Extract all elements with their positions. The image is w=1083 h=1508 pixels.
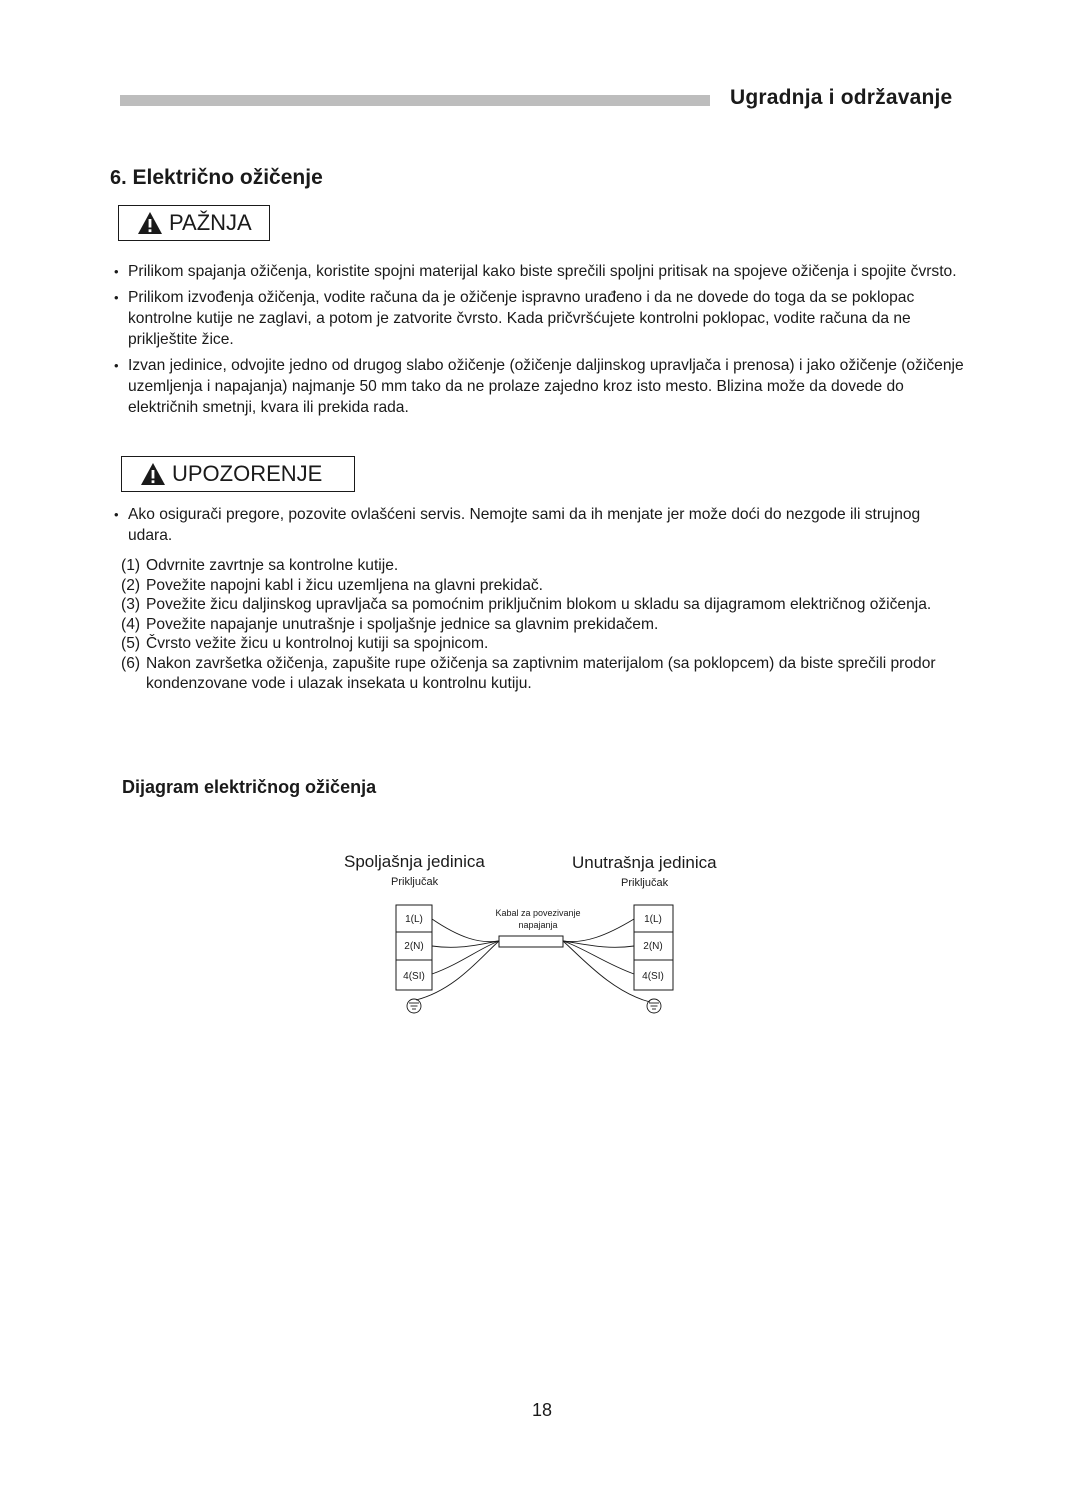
header-title: Ugradnja i održavanje	[730, 86, 953, 109]
header-bar	[120, 95, 710, 106]
step-item	[121, 556, 961, 576]
section-title-text: Električno ožičenje	[132, 166, 323, 189]
wiring-diagram	[320, 840, 760, 1030]
section-number: 6.	[110, 167, 127, 189]
step-label: (4)	[121, 615, 141, 633]
step-label: (1)	[121, 557, 141, 574]
warning-list	[114, 504, 964, 551]
caution-item: • Izvan jedinice, odvojite jedno od drugog slabo ožičenje (ožičenje daljinskog upravljača i prenosa) i jako ožičenje (ožičenje uzemljenja i napajanja) najmanje 50 mm tako da ne prolaze zajedno kroz isto mesto. Blizina može da dovede do električnih smetnji, kvara ili prekida rada.	[114, 355, 964, 418]
section-title	[110, 166, 323, 190]
caution-list	[114, 261, 964, 423]
step-item	[121, 576, 961, 596]
step-text: Povežite napajanje unutrašnje i spoljašnje jednice sa glavnim prekidačem.	[146, 615, 659, 633]
step-label: (6)	[121, 654, 141, 672]
steps-list	[121, 556, 961, 693]
step-text: Čvrsto vežite žicu u kontrolnoj kutiji sa spojnicom.	[146, 635, 489, 653]
outdoor-terminal: 4(SI)	[403, 971, 425, 982]
step-item	[121, 654, 961, 693]
warning-triangle-icon	[140, 462, 166, 486]
indoor-terminal-block	[634, 905, 673, 990]
caution-box	[118, 205, 270, 241]
step-text: Povežite napojni kabl i žicu uzemljena na glavni prekidač.	[146, 576, 544, 594]
step-label: (3)	[121, 596, 141, 614]
outdoor-terminal: 1(L)	[405, 914, 423, 925]
warning-triangle-icon	[137, 211, 163, 235]
ground-symbol-icon	[647, 999, 661, 1013]
step-item	[121, 595, 961, 615]
outdoor-terminal-block	[396, 905, 432, 990]
warning-box	[121, 456, 355, 492]
step-label: (2)	[121, 576, 141, 594]
indoor-terminal-label: Priključak	[621, 877, 669, 889]
outdoor-terminal: 2(N)	[404, 941, 424, 952]
outdoor-unit-label: Spoljašnja jedinica	[344, 852, 485, 871]
step-item	[121, 615, 961, 635]
power-cable	[499, 936, 563, 947]
step-text: Nakon završetka ožičenja, zapušite rupe ožičenja sa zaptivnim materijalom (sa poklopcem) da biste sprečili prodor kondenzovane vode i ulazak insekata u kontrolnu kutiju.	[146, 654, 936, 692]
cable-label: napajanja	[518, 920, 558, 930]
outdoor-terminal-label: Priključak	[391, 876, 439, 888]
cable-label: Kabal za povezivanje	[495, 908, 581, 918]
step-item	[121, 634, 961, 654]
step-text: Povežite žicu daljinskog upravljača sa pomoćnim priključnim blokom u skladu sa dijagramom električnog ožičenja.	[146, 596, 932, 614]
indoor-terminal: 1(L)	[644, 914, 662, 925]
page-number: 18	[531, 1400, 553, 1420]
step-text: Odvrnite zavrtnje sa kontrolne kutije.	[146, 557, 399, 574]
indoor-unit-label: Unutrašnja jedinica	[572, 853, 717, 872]
ground-symbol-icon	[407, 999, 421, 1013]
warning-item: • Ako osigurači pregore, pozovite ovlašćeni servis. Nemojte sami da ih menjate jer može doći do nezgode ili strujnog udara.	[114, 504, 964, 546]
indoor-terminal: 4(SI)	[642, 971, 664, 982]
step-label: (5)	[121, 635, 141, 653]
diagram-title: Dijagram električnog ožičenja	[122, 777, 377, 797]
caution-item: • Prilikom spajanja ožičenja, koristite spojni materijal kako biste sprečili spoljni pritisak na spojeve ožičenja i spojite čvrsto.	[114, 261, 964, 282]
indoor-terminal: 2(N)	[643, 941, 663, 952]
caution-item: • Prilikom izvođenja ožičenja, vodite računa da je ožičenje ispravno urađeno i da ne dovede do toga da se poklopac kontrolne kutije ne zaglavi, a potom je zatvorite čvrsto. Kada pričvršćujete kontrolni poklopac, vodite računa da ne priklještite žice.	[114, 287, 964, 350]
warning-label: UPOZORENJE	[172, 461, 323, 486]
caution-label: PAŽNJA	[169, 210, 252, 235]
